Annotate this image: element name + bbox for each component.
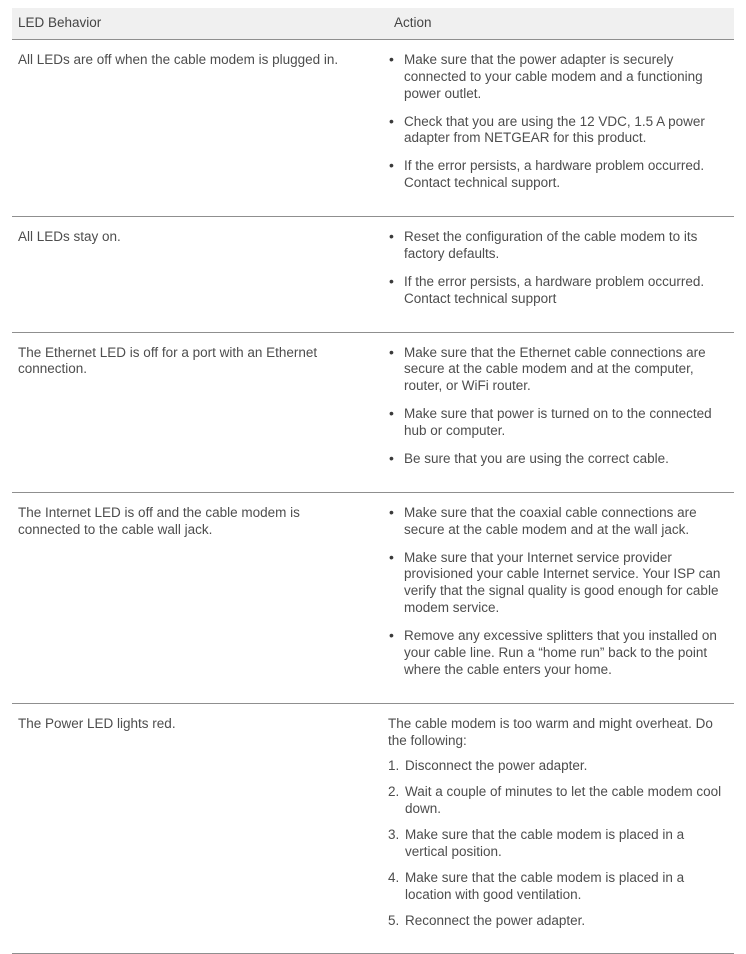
action-bullet: • Remove any excessive splitters that you installed on your cable line. Run a “home run” back to the point where the cable enters your home. xyxy=(388,628,724,679)
action-cell xyxy=(388,703,734,954)
led-behavior-cell: All LEDs are off when the cable modem is plugged in. xyxy=(12,39,388,216)
column-header-action: Action xyxy=(388,8,734,39)
troubleshooting-table xyxy=(12,8,734,954)
action-cell xyxy=(388,39,734,216)
action-cell xyxy=(388,492,734,703)
action-intro: The cable modem is too warm and might overheat. Do the following: xyxy=(388,715,713,748)
action-bullet: • If the error persists, a hardware problem occurred. Contact technical support xyxy=(388,274,724,308)
action-step: Wait a couple of minutes to let the cable modem cool down. xyxy=(405,784,722,817)
table-row xyxy=(12,332,734,492)
action-bullet: • Make sure that power is turned on to the connected hub or computer. xyxy=(388,406,724,440)
table-row xyxy=(12,39,734,216)
action-bullet-list xyxy=(388,52,724,192)
action-step: Make sure that the cable modem is placed in a location with good ventilation. xyxy=(405,869,685,902)
led-behavior-cell: All LEDs stay on. xyxy=(12,217,388,333)
action-bullet: • Check that you are using the 12 VDC, 1.5 A power adapter from NETGEAR for this product. xyxy=(388,114,724,148)
action-bullet: • If the error persists, a hardware problem occurred. Contact technical support. xyxy=(388,158,724,192)
action-bullet: • Be sure that you are using the correct cable. xyxy=(388,451,724,468)
action-bullet-list xyxy=(388,229,724,308)
action-bullet: • Make sure that your Internet service provider provisioned your cable Internet service. Your ISP can verify that the signal quality is good enough for cable modem service. xyxy=(388,550,724,618)
action-cell xyxy=(388,332,734,492)
action-bullet: • Reset the configuration of the cable modem to its factory defaults. xyxy=(388,229,724,263)
table-header-row xyxy=(12,8,734,39)
action-bullet: • Make sure that the coaxial cable connections are secure at the cable modem and at the wall jack. xyxy=(388,505,724,539)
column-header-led-behavior: LED Behavior xyxy=(12,8,388,39)
action-bullet: • Make sure that the Ethernet cable connections are secure at the cable modem and at the computer, router, or WiFi router. xyxy=(388,345,724,396)
table-row xyxy=(12,703,734,954)
led-behavior-cell: The Power LED lights red. xyxy=(12,703,388,954)
action-step: Make sure that the cable modem is placed in a vertical position. xyxy=(405,827,685,859)
action-cell xyxy=(388,217,734,333)
table-row xyxy=(12,492,734,703)
table-row xyxy=(12,217,734,333)
action-step-list xyxy=(388,758,724,929)
action-bullet-list xyxy=(388,505,724,679)
led-behavior-cell: The Internet LED is off and the cable modem is connected to the cable wall jack. xyxy=(12,492,388,703)
action-bullet: • Make sure that the power adapter is securely connected to your cable modem and a functioning power outlet. xyxy=(388,52,724,103)
led-behavior-cell: The Ethernet LED is off for a port with an Ethernet connection. xyxy=(12,332,388,492)
action-bullet-list xyxy=(388,345,724,468)
action-step: Reconnect the power adapter. xyxy=(405,912,586,928)
action-step: Disconnect the power adapter. xyxy=(405,758,588,774)
